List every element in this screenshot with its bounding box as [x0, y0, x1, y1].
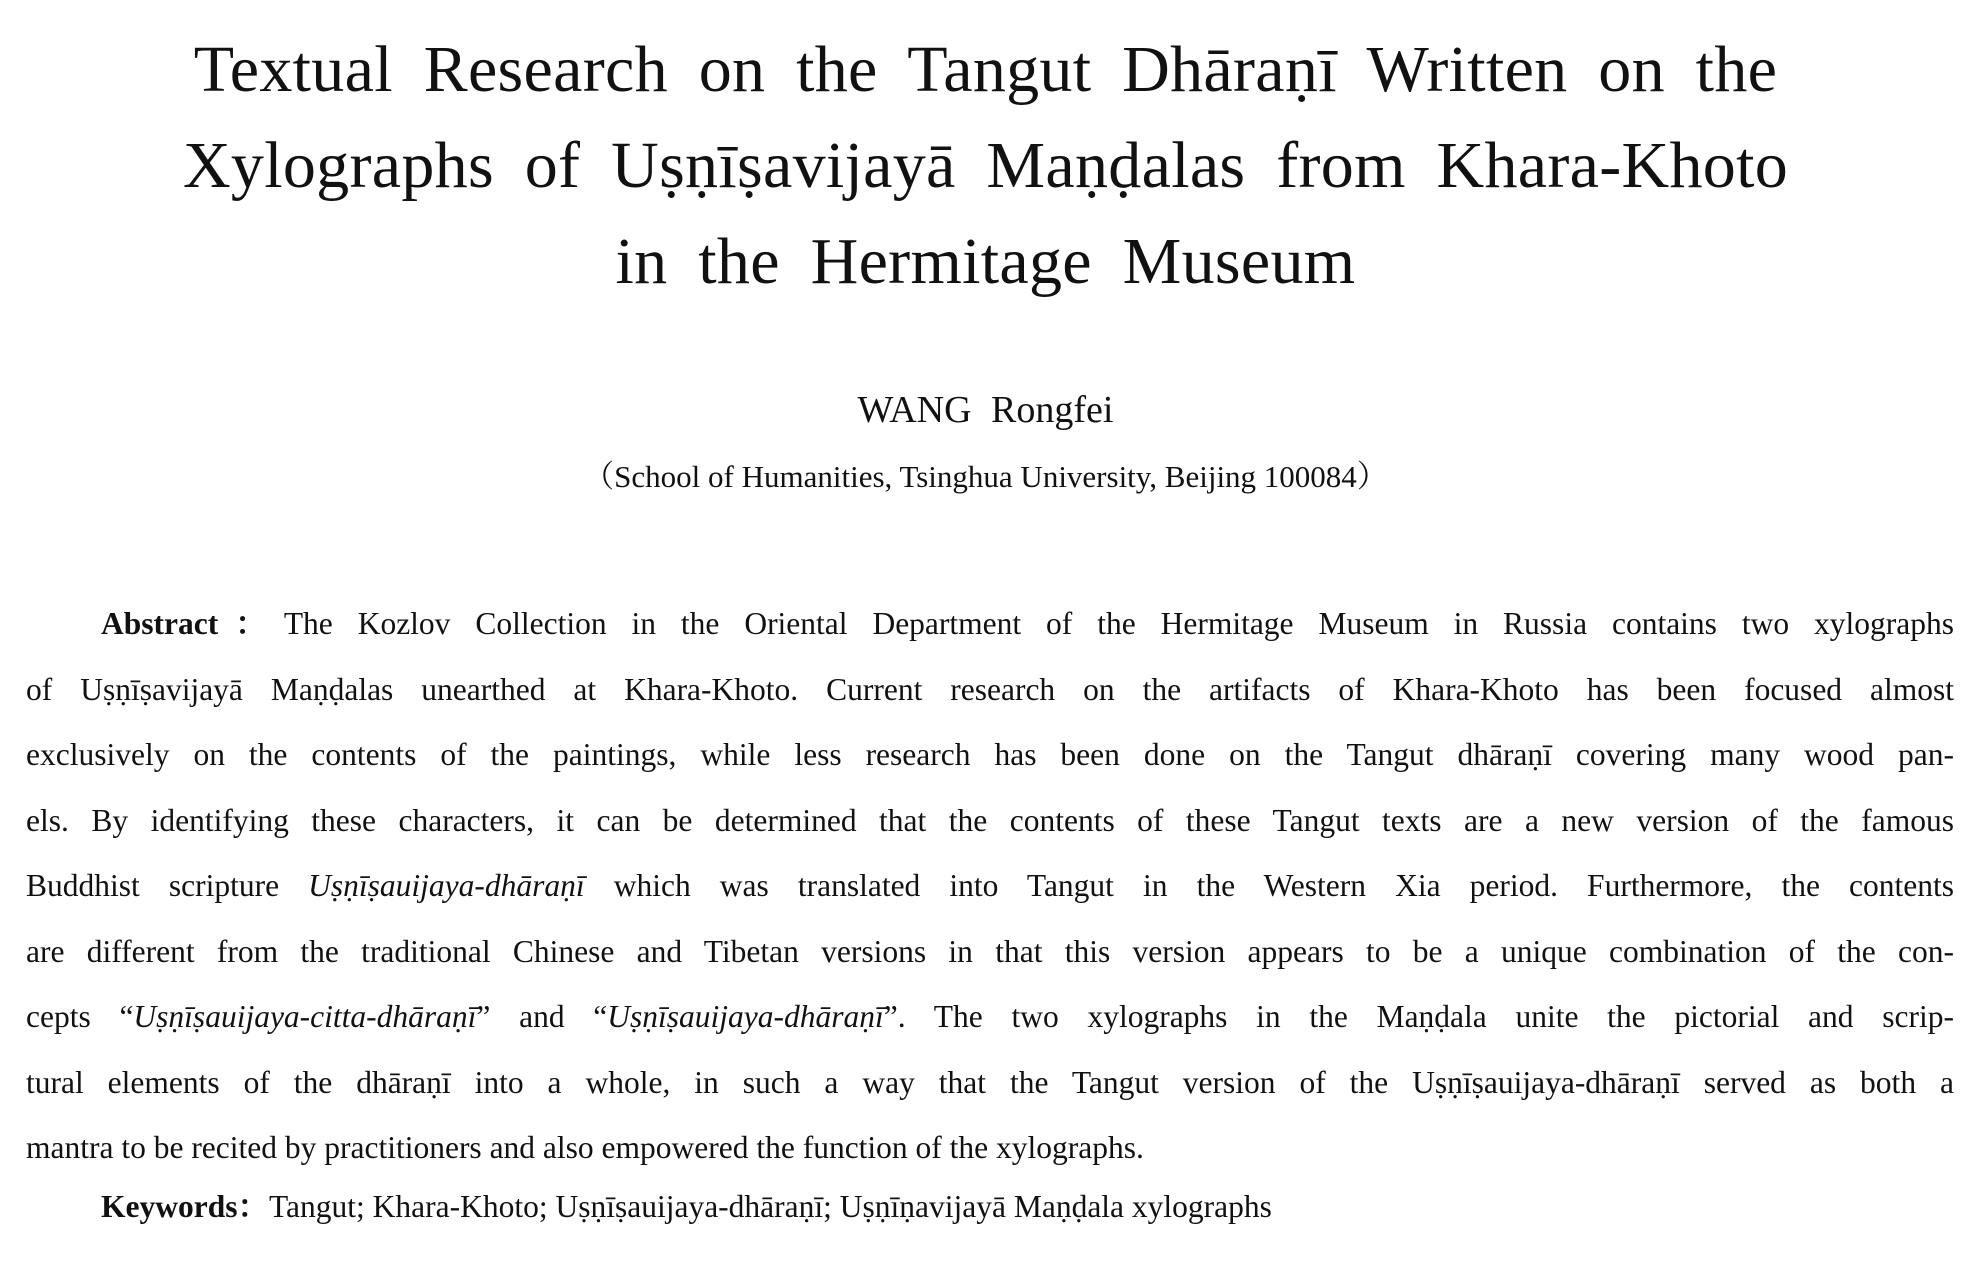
abstract-line-2: of Uṣṇīṣavijayā Maṇḍalas unearthed at Khara-Khoto. Current research on the artifacts of Khara-Khoto has been focused almost: [26, 671, 1954, 707]
abstract-line-6: are different from the traditional Chinese and Tibetan versions in that this version appears to be a unique combination of the con-: [26, 933, 1954, 969]
abstract-line-8: tural elements of the dhāraṇī into a whole, in such a way that the Tangut version of the Uṣṇīṣauijaya-dhāraṇī served as both a: [26, 1064, 1954, 1100]
abstract-text-5c: which was translated into Tangut in the Western Xia period. Furthermore, the contents: [584, 868, 1954, 903]
title-line-1: Textual Research on the Tangut Dhāraṇī Written on the: [193, 33, 1778, 106]
abstract-label: Abstract：: [101, 606, 284, 641]
abstract-text-7e: ”. The two xylographs in the Maṇḍala unite the pictorial and scrip-: [883, 999, 1954, 1034]
keywords-line: [101, 1185, 1272, 1229]
abstract-section: [26, 591, 1954, 1181]
author-affiliation: （School of Humanities, Tsinghua University, Beijing 100084）: [583, 459, 1388, 494]
title-line-3: in the Hermitage Museum: [615, 225, 1356, 298]
keywords-label: Keywords：: [101, 1189, 269, 1224]
keywords-text: Tangut; Khara-Khoto; Uṣṇīṣauijaya-dhāraṇī; Uṣṇīṇavijayā Maṇḍala xylographs: [269, 1189, 1272, 1224]
abstract-line-1: [26, 591, 1954, 657]
paper-title: [0, 22, 1971, 310]
author-name: WANG Rongfei: [857, 389, 1114, 431]
abstract-line-7: [26, 984, 1954, 1050]
abstract-text-7c: ” and “: [476, 999, 608, 1034]
abstract-text-7a: cepts “: [26, 999, 134, 1034]
abstract-paragraph: [26, 591, 1954, 1181]
abstract-line-9: mantra to be recited by practitioners and also empowered the function of the xylographs.: [26, 1130, 1144, 1165]
abstract-text-1: The Kozlov Collection in the Oriental Department of the Hermitage Museum in Russia contains two xylographs: [283, 606, 1955, 641]
abstract-scripture-name: Uṣṇīṣauijaya-dhāraṇī: [308, 868, 585, 903]
abstract-line-3: exclusively on the contents of the paintings, while less research has been done on the Tangut dhāraṇī covering many wood pan-: [26, 737, 1954, 772]
abstract-concept-1: Uṣṇīṣauijaya-citta-dhāraṇī: [133, 999, 477, 1034]
abstract-concept-2: Uṣṇīṣauijaya-dhāraṇī: [607, 999, 884, 1034]
abstract-text-5a: Buddhist scripture: [26, 868, 309, 903]
abstract-line-4: els. By identifying these characters, it can be determined that the contents of these Tangut texts are a new version of the famous: [26, 802, 1954, 838]
abstract-line-5: [26, 853, 1954, 919]
title-line-2: Xylographs of Uṣṇīṣavijayā Maṇḍalas from Khara-Khoto: [182, 129, 1789, 202]
